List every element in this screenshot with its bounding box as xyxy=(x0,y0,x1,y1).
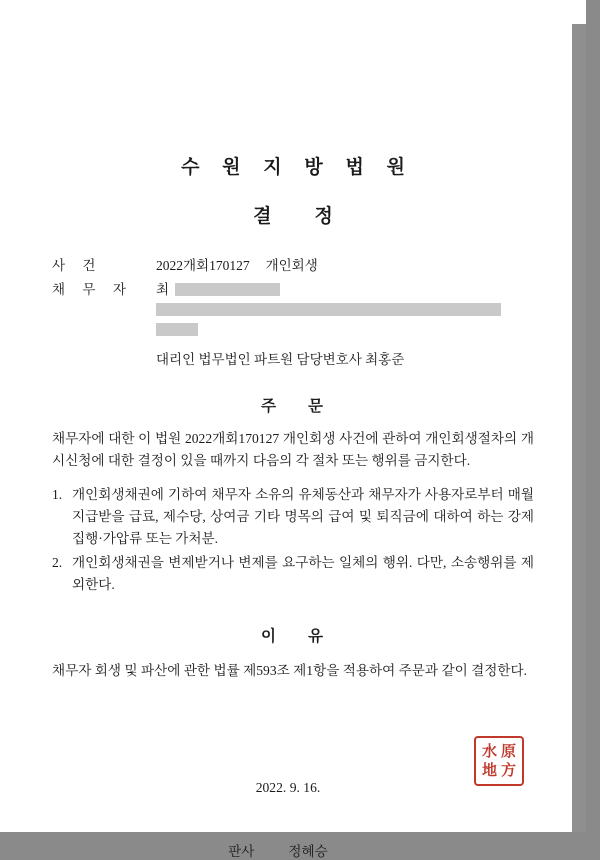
list-item-number: 1. xyxy=(52,487,63,503)
redaction-block xyxy=(156,303,501,316)
seal-char: 方 xyxy=(500,761,516,779)
court-seal-icon xyxy=(474,736,524,786)
order-heading xyxy=(52,394,534,416)
list-item-number: 2. xyxy=(52,555,63,571)
case-meta xyxy=(52,254,534,368)
court-title: 수 원 지 방 법 원 xyxy=(181,157,414,178)
case-type: 개인회생 xyxy=(265,258,318,273)
page-corner-strip xyxy=(572,0,586,24)
redaction-row xyxy=(156,322,534,338)
list-item xyxy=(52,552,534,596)
reason-paragraph: 채무자 회생 및 파산에 관한 법률 제593조 제1항을 적용하여 주문과 같이 결정한다. xyxy=(52,663,528,679)
judge-name: 정혜승 xyxy=(288,844,328,860)
seal-characters xyxy=(480,742,518,780)
decision-date: 2022. 9. 16. xyxy=(255,780,321,796)
list-item-text: 개인회생채권을 변제받거나 변제를 요구하는 일체의 행위. 다만, 소송행위를 제외한다. xyxy=(72,555,534,593)
debtor-label: 채 무 자 xyxy=(52,282,133,297)
debtor-name: 최 xyxy=(156,282,170,297)
page-right-gutter xyxy=(572,0,586,832)
redaction-block xyxy=(175,283,280,296)
debtor-value xyxy=(156,278,534,298)
order-paragraph: 채무자에 대한 이 법원 2022개회170127 개인회생 사건에 관하여 개인회생절차의 개시신청에 대한 결정이 있을 때까지 다음의 각 절차 또는 행위를 금지한다. xyxy=(52,431,534,469)
judge-label: 판사 xyxy=(228,844,255,860)
decision-title-left: 결 xyxy=(253,206,281,227)
list-item xyxy=(52,484,534,550)
seal-char: 水 xyxy=(481,742,497,760)
reason-heading xyxy=(52,624,534,646)
decision-title-right: 정 xyxy=(314,206,342,227)
reason-heading-left: 이 xyxy=(261,628,278,646)
judge-signature xyxy=(52,840,534,860)
case-value xyxy=(156,254,534,274)
case-number: 2022개회170127 xyxy=(156,258,250,273)
seal-char: 地 xyxy=(481,761,497,779)
attorney-line: 대리인 법무법인 파트원 담당변호사 최홍준 xyxy=(156,352,405,367)
redaction-block xyxy=(156,323,198,336)
reason-heading-right: 유 xyxy=(308,628,325,646)
case-label: 사 건 xyxy=(52,258,103,273)
order-item-list xyxy=(52,484,534,596)
case-row xyxy=(52,254,534,274)
redaction-row xyxy=(156,302,534,318)
order-heading-right: 문 xyxy=(308,398,325,415)
seal-char: 原 xyxy=(500,742,516,760)
debtor-row xyxy=(52,278,534,298)
order-heading-left: 주 xyxy=(261,398,278,415)
decision-title xyxy=(52,201,534,228)
list-item-text: 개인회생채권에 기하여 채무자 소유의 유체동산과 채무자가 사용자로부터 매월 지급받을 급료, 제수당, 상여금 기타 명목의 급여 및 퇴직금에 대하여 하는 강제집행·가압류 또는 가처분. xyxy=(72,487,534,547)
